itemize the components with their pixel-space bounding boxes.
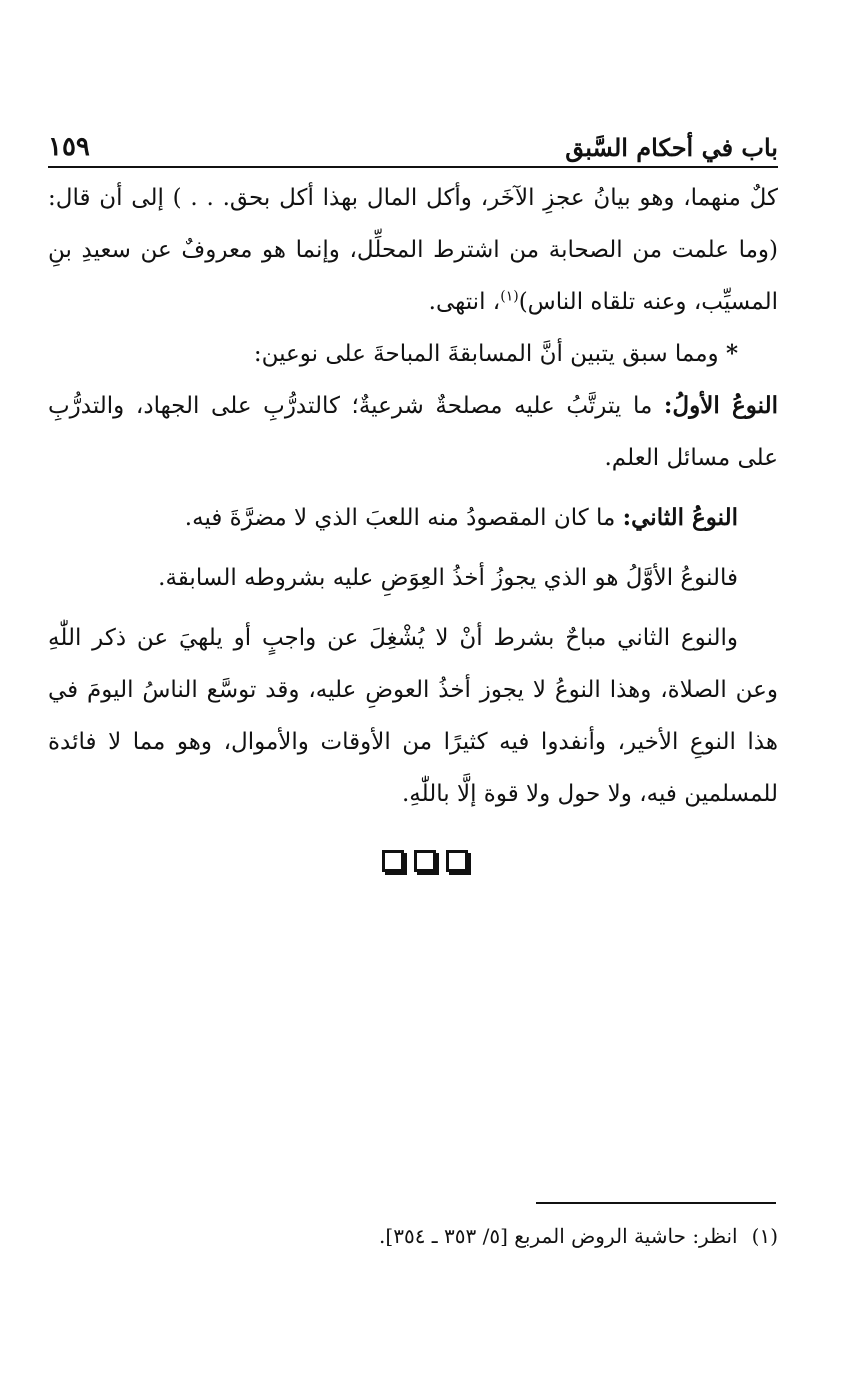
asterisk-icon: * — [725, 340, 738, 367]
header-divider — [48, 166, 778, 168]
paragraph-4 — [48, 492, 778, 544]
paragraph-3-text: ما يترتَّبُ عليه مصلحةٌ شرعيةٌ؛ كالتدرُّبِ على الجهاد، والتدرُّبِ على مسائل العلم. — [48, 393, 778, 471]
square-ornament-icon — [382, 850, 404, 872]
square-ornament-icon — [446, 850, 468, 872]
section-separator — [0, 850, 849, 872]
footnote — [48, 1220, 778, 1252]
paragraph-1-text: كلٌ منهما، وهو بيانُ عجزِ الآخَر، وأكل المال بهذا أكل بحق. . . ) إلى أن قال: (وما علمت من الصحابة من اشترط المحلِّل، وإنما هو معروفٌ عن سعيدِ بنِ المسيِّب، وعنه تلقاه الناس) — [48, 185, 778, 315]
main-text — [48, 172, 778, 820]
page-number: ١٥٩ — [48, 132, 90, 162]
paragraph-6: والنوع الثاني مباحٌ بشرط أنْ لا يُشْغِلَ عن واجبٍ أو يلهيَ عن ذكر اللّٰهِ وعن الصلاة، وهذا النوعُ لا يجوز أخذُ العوضِ عليه، وقد توسَّع الناسُ اليومَ في هذا النوعِ الأخير، وأنفدوا فيه كثيرًا من الأوقات والأموال، وهو مما لا فائدة للمسلمين فيه، ولا حول ولا قوة إلَّا باللّٰهِ. — [48, 625, 778, 807]
square-ornament-icon — [414, 850, 436, 872]
paragraph-2 — [48, 328, 778, 380]
footnote-divider — [536, 1202, 776, 1204]
paragraph-2-text: ومما سبق يتبين أنَّ المسابقةَ المباحةَ على نوعين: — [253, 341, 719, 367]
footnote-text: انظر: حاشية الروض المربع [٥/ ٣٥٣ ـ ٣٥٤]. — [379, 1224, 738, 1248]
paragraph-5: فالنوعُ الأوَّلُ هو الذي يجوزُ أخذُ العِوَضِ عليه بشروطه السابقة. — [158, 565, 738, 591]
chapter-title: باب في أحكام السَّبق — [565, 133, 778, 162]
paragraph-3 — [48, 380, 778, 484]
type-one-term: النوعُ الأولُ: — [663, 392, 778, 419]
footnote-reference[interactable]: (١) — [500, 288, 519, 305]
running-header — [48, 112, 778, 160]
paragraph-1 — [48, 172, 778, 328]
footnote-marker: (١) — [751, 1224, 778, 1248]
paragraph-4-text: ما كان المقصودُ منه اللعبَ الذي لا مضرَّةَ فيه. — [184, 505, 616, 531]
paragraph-1-end: ، انتهى. — [428, 289, 501, 315]
type-two-term: النوعُ الثاني: — [622, 504, 738, 531]
